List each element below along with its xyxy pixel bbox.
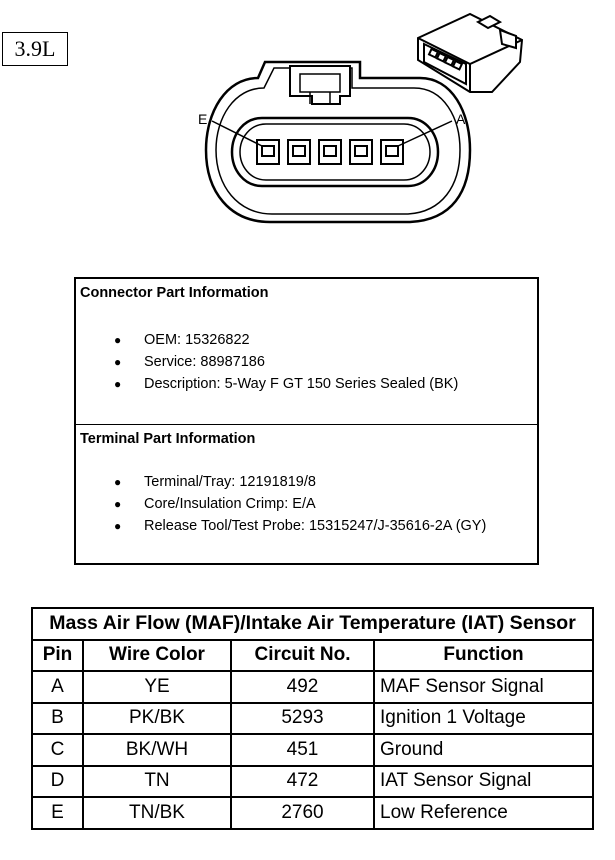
connector-diagram	[0, 0, 615, 250]
bullet-icon: ●	[114, 355, 122, 369]
list-item: ● Service: 88987186	[76, 351, 458, 373]
header-circuit-no: Circuit No.	[231, 640, 374, 672]
list-item: ● Release Tool/Test Probe: 15315247/J-35616-2A (GY)	[76, 515, 486, 537]
table-row: B PK/BK 5293 Ignition 1 Voltage	[32, 703, 593, 735]
header-function: Function	[374, 640, 593, 672]
terminal-info-list	[76, 471, 486, 537]
pin-label-e: E	[198, 111, 208, 127]
pin-table-title: Mass Air Flow (MAF)/Intake Air Temperature (IAT) Sensor	[32, 608, 593, 640]
terminal-part-info	[76, 425, 537, 563]
connector-info-list	[76, 329, 458, 395]
list-item: ● Terminal/Tray: 12191819/8	[76, 471, 486, 493]
connector-info-title: Connector Part Information	[80, 285, 269, 301]
terminal-e	[257, 140, 279, 164]
bullet-icon: ●	[114, 497, 122, 511]
part-info-box	[74, 277, 539, 565]
table-row: E TN/BK 2760 Low Reference	[32, 797, 593, 829]
list-item: ● OEM: 15326822	[76, 329, 458, 351]
connector-part-info	[76, 279, 537, 425]
terminal-a	[381, 140, 403, 164]
header-pin: Pin	[32, 640, 83, 672]
pin-label-a: A	[456, 111, 466, 127]
terminal-d	[288, 140, 310, 164]
bullet-icon: ●	[114, 475, 122, 489]
pin-table	[31, 607, 594, 830]
bullet-icon: ●	[114, 519, 122, 533]
table-row: C BK/WH 451 Ground	[32, 734, 593, 766]
table-row: D TN 472 IAT Sensor Signal	[32, 766, 593, 798]
list-item: ● Core/Insulation Crimp: E/A	[76, 493, 486, 515]
terminal-c	[319, 140, 341, 164]
terminal-b	[350, 140, 372, 164]
bullet-icon: ●	[114, 333, 122, 347]
terminal-cavities	[257, 140, 403, 164]
table-row: A YE 492 MAF Sensor Signal	[32, 671, 593, 703]
list-item: ● Description: 5-Way F GT 150 Series Sealed (BK)	[76, 373, 458, 395]
header-wire-color: Wire Color	[83, 640, 231, 672]
terminal-info-title: Terminal Part Information	[80, 431, 256, 447]
pin-table-header	[32, 640, 593, 672]
bullet-icon: ●	[114, 377, 122, 391]
engine-label: 3.9L	[2, 32, 68, 66]
